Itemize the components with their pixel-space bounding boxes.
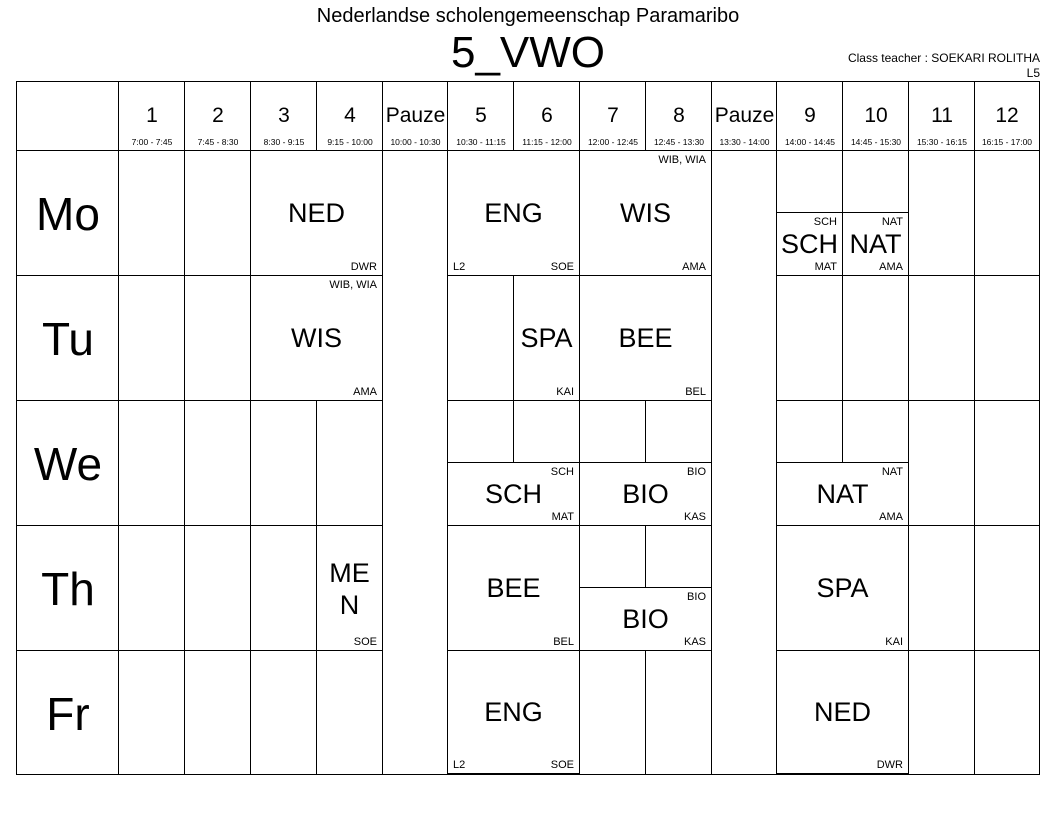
day-label: Tu <box>42 313 94 365</box>
timetable-grid <box>16 81 1040 775</box>
lesson-subject: BEE <box>486 572 541 603</box>
lesson-cell[interactable] <box>776 650 909 774</box>
pause-column <box>711 150 777 774</box>
day-label: Th <box>41 563 95 615</box>
lesson-subject: BIO <box>622 603 669 634</box>
lesson-subject: NAT <box>816 478 869 509</box>
lesson-cell[interactable] <box>447 650 580 774</box>
lesson-subject: ME N <box>329 557 370 620</box>
lesson-cell[interactable] <box>579 275 712 401</box>
lesson-subject: NED <box>813 696 871 727</box>
lesson-teacher: KAS <box>683 511 706 523</box>
period-label: 12 <box>995 104 1019 127</box>
lesson-group: WIB, WIA <box>329 279 377 291</box>
lesson-teacher: AMA <box>879 511 903 523</box>
lesson-group: BIO <box>687 591 706 603</box>
period-time: 10:30 - 11:15 <box>456 137 506 147</box>
lesson-cell[interactable] <box>250 275 383 401</box>
lesson-subject: BEE <box>618 322 673 353</box>
lesson-teacher: AMA <box>353 386 377 398</box>
column-divider <box>974 82 975 774</box>
lesson-subject: SCH <box>484 478 542 509</box>
period-label: 2 <box>212 104 224 127</box>
lesson-subject: WIS <box>291 322 342 353</box>
period-label: 4 <box>344 104 356 127</box>
lesson-subject: ENG <box>484 197 543 228</box>
lesson-teacher: MAT <box>814 261 837 273</box>
period-time: 14:45 - 15:30 <box>850 137 902 147</box>
period-time: 12:00 - 12:45 <box>587 137 639 147</box>
class-title: 5_VWO <box>450 28 606 77</box>
period-label: 8 <box>673 104 685 127</box>
period-time: 14:00 - 14:45 <box>784 137 836 147</box>
lesson-cell[interactable] <box>579 587 712 651</box>
lesson-subject: SPA <box>816 572 869 603</box>
lesson-subject: BIO <box>622 478 669 509</box>
lesson-teacher: BEL <box>685 386 706 398</box>
lesson-cell[interactable] <box>447 150 580 276</box>
lesson-teacher: SOE <box>550 261 574 273</box>
period-label: 5 <box>475 104 487 127</box>
class-teacher: Class teacher : SOEKARI ROLITHA <box>847 51 1040 65</box>
lesson-cell[interactable] <box>316 525 383 651</box>
period-time: 12:45 - 13:30 <box>653 137 705 147</box>
column-divider <box>184 82 185 774</box>
period-time: 16:15 - 17:00 <box>981 137 1033 147</box>
lesson-cell[interactable] <box>447 525 580 651</box>
lesson-cell[interactable] <box>776 462 909 526</box>
lesson-teacher: MAT <box>551 511 574 523</box>
lesson-room: L2 <box>453 261 466 273</box>
lesson-group: BIO <box>687 466 706 478</box>
lesson-cell[interactable] <box>250 150 383 276</box>
lesson-group: SCH <box>550 466 574 478</box>
lesson-group: WIB, WIA <box>658 154 706 166</box>
lesson-subject: NAT <box>849 228 902 259</box>
school-name: Nederlandse scholengemeenschap Paramaribo <box>316 5 740 27</box>
lesson-teacher: DWR <box>876 759 903 771</box>
lesson-teacher: BEL <box>553 636 574 648</box>
period-time: 7:00 - 7:45 <box>131 137 173 147</box>
lesson-teacher: KAI <box>556 386 574 398</box>
room-label: L5 <box>1026 66 1040 80</box>
period-label: 6 <box>541 104 553 127</box>
lesson-group: NAT <box>881 466 903 478</box>
lesson-teacher: AMA <box>879 261 903 273</box>
lesson-subject: SPA <box>520 322 573 353</box>
period-label: 11 <box>931 104 953 127</box>
period-time: 9:15 - 10:00 <box>327 137 373 147</box>
period-label: 1 <box>146 104 158 127</box>
lesson-subject: WIS <box>620 197 671 228</box>
lesson-group: NAT <box>881 216 903 228</box>
period-label: 7 <box>607 104 619 127</box>
day-label: Mo <box>36 188 100 240</box>
lesson-cell[interactable] <box>579 462 712 526</box>
lesson-teacher: AMA <box>682 261 706 273</box>
day-label: Fr <box>46 688 90 740</box>
lesson-cell[interactable] <box>579 150 712 276</box>
period-label: 3 <box>278 104 290 127</box>
lesson-cell[interactable] <box>776 212 843 276</box>
day-label: We <box>33 438 103 490</box>
period-time: 10:00 - 10:30 <box>390 137 441 147</box>
lesson-teacher: KAS <box>683 636 706 648</box>
period-label: Pauze <box>385 104 446 127</box>
column-divider <box>118 82 119 774</box>
lesson-teacher: SOE <box>353 636 377 648</box>
lesson-subject: ENG <box>484 696 543 727</box>
lesson-cell[interactable] <box>776 525 909 651</box>
period-time: 15:30 - 16:15 <box>916 137 968 147</box>
lesson-subject: SCH <box>780 228 838 259</box>
period-label: Pauze <box>714 104 775 127</box>
period-label: 9 <box>804 104 816 127</box>
period-time: 13:30 - 14:00 <box>719 137 770 147</box>
lesson-teacher: DWR <box>350 261 377 273</box>
lesson-cell[interactable] <box>447 462 580 526</box>
lesson-teacher: KAI <box>885 636 903 648</box>
period-time: 11:15 - 12:00 <box>522 137 572 147</box>
period-time: 7:45 - 8:30 <box>197 137 239 147</box>
pause-column <box>382 150 448 774</box>
period-time: 8:30 - 9:15 <box>263 137 305 147</box>
lesson-teacher: SOE <box>550 759 574 771</box>
lesson-cell[interactable] <box>513 275 580 401</box>
lesson-subject: NED <box>287 197 345 228</box>
period-label: 10 <box>864 104 888 127</box>
lesson-group: SCH <box>813 216 837 228</box>
lesson-cell[interactable] <box>842 212 909 276</box>
lesson-room: L2 <box>453 759 466 771</box>
